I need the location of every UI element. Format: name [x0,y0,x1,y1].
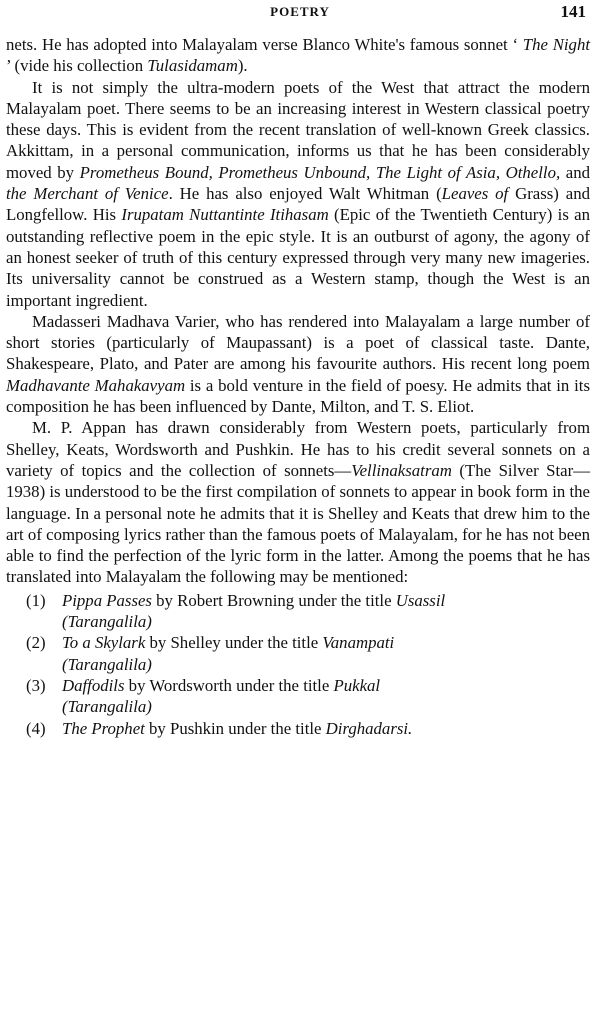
poem-title: Pippa Passes [62,590,152,610]
source-collection: (Tarangalila) [62,654,152,674]
italic-text: Leaves of [441,184,509,204]
page-header [0,2,600,28]
text-run: (The Silver Star—1938) is understood to be the first compilation of sonnets to appear in book form in the language. In a personal note he admits that it is Shelley and Keats that drew him to the art of composing lyrics rather than the famous poets of Malayalam, for he has not been able to find the perfection of the lyric form in the latter. Among the poems that he has translated into Malayalam the following may be mentioned: [6,460,590,587]
source-collection: (Tarangalila) [62,612,152,632]
italic-text: the Merchant of Venice [6,184,169,204]
malayalam-title: Usassil [395,590,446,610]
list-number: (3) [26,675,46,695]
text-run: It is not simply the ultra-modern poets of the West that attract the modern Malayalam poet. There seems to be an increasing interest in Western classical poetry these days. This is evident from the recent translation of well-known Greek classics. Akkittam, in a personal communication, informs us that he has been considerably moved by [6,77,590,182]
malayalam-title: Pukkal [333,675,381,695]
text-run: nets. He has adopted into Malayalam verse Blanco White's famous sonnet ‘ [6,35,523,54]
translated-poems-list [6,590,590,739]
poem-title: The Prophet [62,718,145,738]
malayalam-title: Vanampati [322,633,395,653]
poem-title: Daffodils [62,675,125,695]
paragraph [6,311,590,417]
italic-text: Madhavante Mahakavyam [6,375,186,395]
text-run: Madasseri Madhava Varier, who has rendered into Malayalam a large number of short stories (particularly of Maupassant) is a poet of classical taste. Dante, Shakespeare, Plato, and Pater are among his favourite authors. His recent long poem [6,311,590,374]
text-run: . He has also enjoyed Walt Whitman ( [168,184,442,204]
page-number: 141 [560,2,586,21]
paragraph-container [6,34,590,588]
italic-text: Prometheus Bound, Prometheus Unbound, The Light of Asia, Othello, [79,162,561,182]
running-head: POETRY [270,4,330,19]
body-text [6,34,590,739]
text-run: and [560,162,590,182]
italic-text: Tulasidamam [147,56,238,76]
text-run: M. P. Appan has drawn considerably from Western poets, particularly from Shelley, Keats, Wordsworth and Pushkin. He has to his credit several sonnets on a variety of topics and the collection of sonnets— [6,418,590,480]
list-text: by Wordsworth under the title [124,675,334,695]
italic-text: The Night [522,35,590,54]
italic-text: Irupatam Nuttantinte Itihasam [121,205,329,225]
list-item [6,718,590,739]
list-item [6,675,590,718]
paragraph [6,34,590,77]
list-text: by Robert Browning under the title [151,590,396,610]
text-run: ). [237,56,248,76]
list-number: (4) [26,718,46,738]
italic-text: Vellinaksatram [351,460,452,480]
poem-title: To a Skylark [62,633,146,653]
list-item [6,590,590,633]
malayalam-title: Dirghadarsi. [325,718,413,738]
paragraph [6,77,590,311]
list-item [6,632,590,675]
source-collection: (Tarangalila) [62,697,152,717]
text-run: (Epic of the Twentieth Century) is an outstanding reflective poem in the epic style. It is an outburst of agony, the agony of an honest seeker of truth of this century expressed through very many new imageries. Its universality cannot be construed as a Western stamp, though the West is an important ingredient. [6,205,591,310]
text-run: Grass) and Longfellow. His [6,184,590,225]
list-number: (1) [26,590,46,610]
paragraph [6,417,590,587]
list-text: by Shelley under the title [145,633,323,653]
list-text: by Pushkin under the title [144,718,326,738]
list-number: (2) [26,633,46,653]
text-run: is a bold venture in the field of poesy. He admits that in its composition he has been influenced by Dante, Milton, and T. S. Eliot. [6,375,590,417]
text-run: ’ (vide his collection [6,56,148,76]
